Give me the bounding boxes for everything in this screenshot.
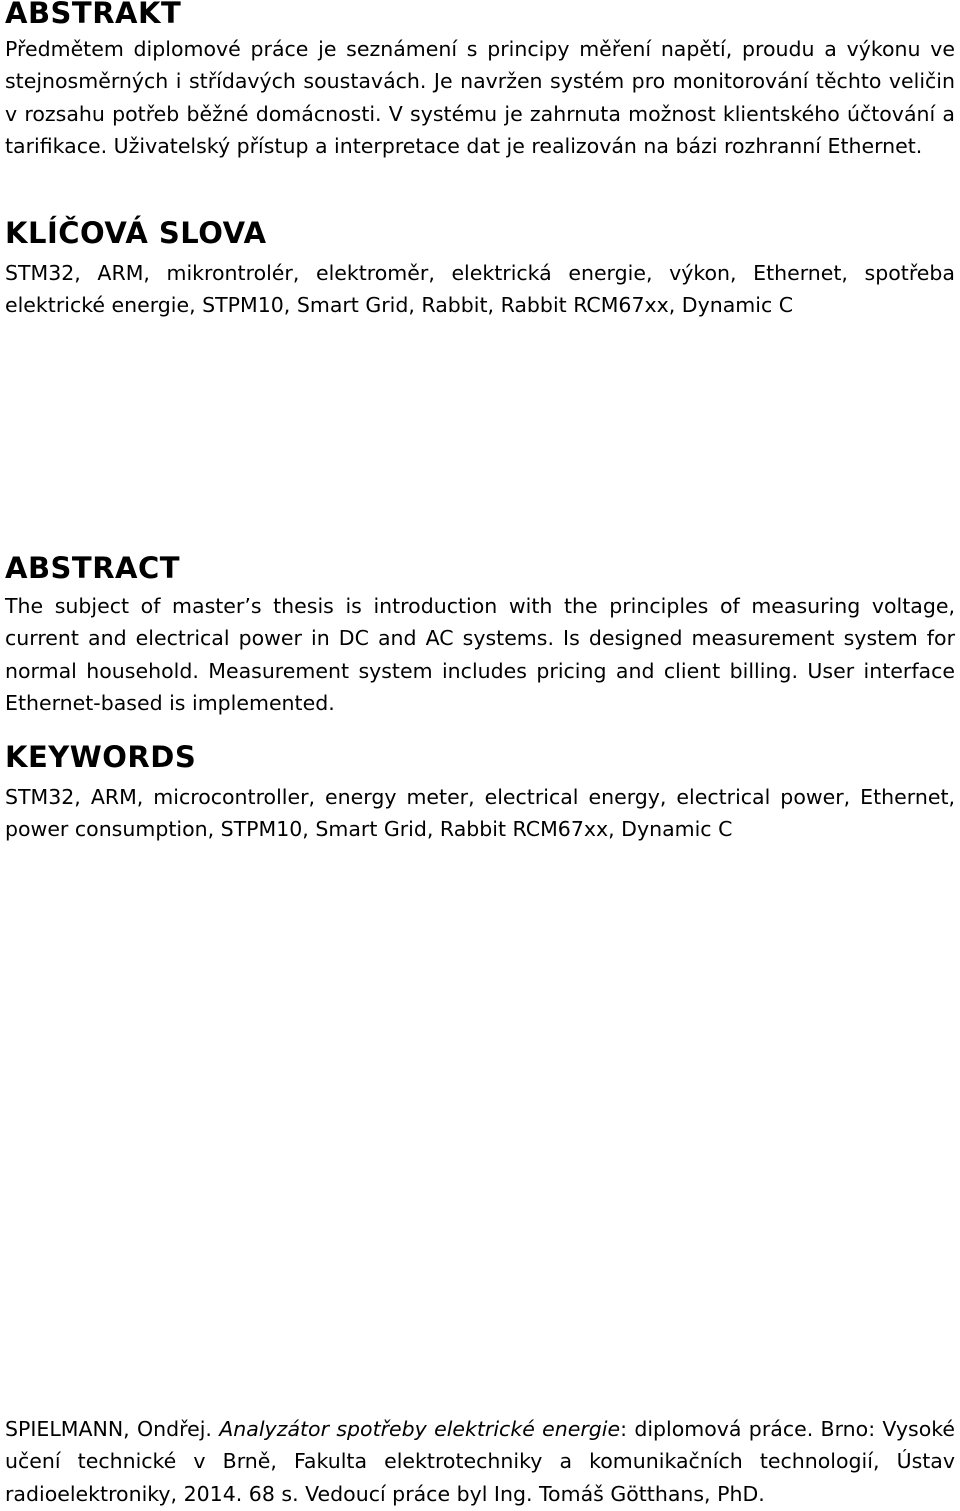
klicova-slova-heading: KLÍČOVÁ SLOVA — [5, 216, 267, 250]
keywords-heading: KEYWORDS — [5, 740, 197, 774]
abstract-text: The subject of master’s thesis is introduction with the principles of measuring voltage, current and electrical power in DC and AC systems. Is designed measurement system for normal household. Measurement system includes pricing and client billing. User interface Ethernet-based is implemented. — [5, 594, 955, 715]
citation — [5, 1413, 955, 1510]
abstrakt-heading: ABSTRAKT — [5, 0, 182, 30]
keywords-text: STM32, ARM, microcontroller, energy meter, electrical energy, electrical power, Ethernet, power consumption, STPM10, Smart Grid, Rabbit RCM67xx, Dynamic C — [5, 785, 955, 842]
citation-title: Analyzátor spotřeby elektrické energie — [219, 1417, 621, 1441]
citation-author: SPIELMANN, Ondřej. — [5, 1417, 212, 1441]
abstrakt-text: Předmětem diplomové práce je seznámení s principy měření napětí, proudu a výkonu ve stejnosměrných i střídavých soustavách. Je navržen systém pro monitorování těchto veličin v rozsahu potřeb běžné domácnosti. V systému je zahrnuta možnost klientského účtování a tarifikace. Uživatelský přístup a interpretace dat je realizován na bázi rozhranní Ethernet. — [5, 37, 955, 158]
abstract-heading: ABSTRACT — [5, 551, 181, 585]
klicova-slova-text: STM32, ARM, mikrontrolér, elektroměr, elektrická energie, výkon, Ethernet, spotřeba elektrické energie, STPM10, Smart Grid, Rabbit, Rabbit RCM67xx, Dynamic C — [5, 261, 955, 318]
citation-rest: : diplomová práce. Brno: Vysoké učení technické v Brně, Fakulta elektrotechniky a komunikačních technologií, Ústav radioelektroniky, 2014. 68 s. Vedoucí práce byl Ing. Tomáš Götthans, PhD. — [5, 1417, 955, 1506]
